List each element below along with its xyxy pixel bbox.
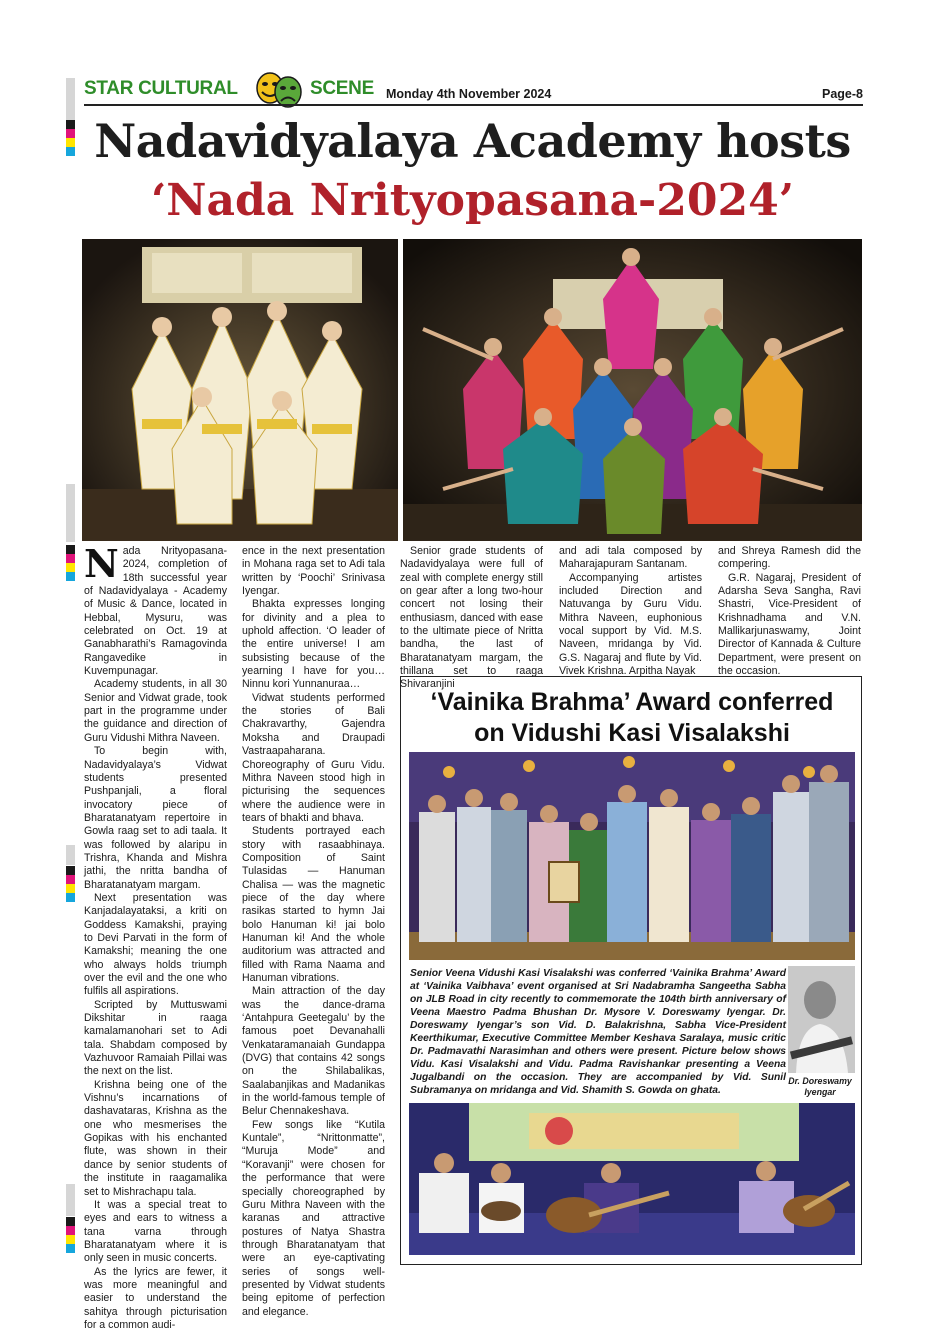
paragraph: Accompanying artistes included Direction and Natuvanga by Guru Vidu. Mithra Naveen, euphonious vocal support by Vid. M.S. Naveen, mridanga by Vid. G.S. Nagaraj and flute by Vid. Vivek Krishna. Arpitha Nayak: [559, 571, 702, 678]
article-column-1: [84, 541, 227, 1331]
article-column-5: [718, 545, 861, 678]
registration-rail: [66, 1184, 75, 1216]
portrait-name-line1: Dr. Doreswamy: [788, 1076, 852, 1086]
registration-bar-mid: [66, 545, 75, 581]
paragraph: Vidwat students performed the stories of Bali Chakravarthy, Gajendra Moksha and Draupadi Vastraapaharana. Choreography of Guru Vidu. Mithra Naveen stood high in picturising the sequences where the audience were in tears of bhakti and bhava.: [242, 691, 385, 824]
paragraph: Krishna being one of the Vishnu’s incarnations of dashavataras, Krishna as the one who mesmerises the Gopikas with his enchanted flute, was shown in their dance by senior students of the institute in raagamalika set to Mishrachapu tala.: [84, 1078, 227, 1198]
paragraph: and adi tala composed by Maharajapuram Santanam.: [559, 545, 702, 571]
paragraph: ada Nrityopasana-2024, completion of 18th successful year of Nadavidyalaya - Academy of Music & Dance, located in Hebbal, Mysuru, was celebrated on Oct. 19 at Ganabharathi’s Ramagovinda Rangavedike in Kuvempunagar.: [84, 545, 227, 678]
paragraph: To begin with, Nadavidyalaya’s Vidwat students presented Pushpanjali, a floral invocatory piece of Bharatanatyam repertoire in Gowla raag set to adi taala. It was followed by alaripu in Trishra, Khanda and Mishra jathi, the nritta bandha of Bharatanatyam margam.: [84, 745, 227, 891]
issue-date: Monday 4th November 2024: [386, 87, 552, 101]
paragraph: G.R. Nagaraj, President of Adarsha Seva Sangha, Ravi Shastri, Vice-President of Krishnadhama and V.N. Mallikarjunaswamy, Joint Director of Kannada & Culture Department, were present on the occasion.: [718, 571, 861, 678]
paragraph: As the lyrics are fewer, it was more meaningful and easier to understand the sahitya through picturisation for a common audi-: [84, 1265, 227, 1331]
dance-photo-right: [403, 239, 862, 541]
registration-bar-bottom: [66, 1217, 75, 1253]
paragraph: ence in the next presentation in Mohana raga set to Adi tala written by ‘Poochi’ Srinivasa Iyengar.: [242, 545, 385, 598]
headline-line1: Nadavidyalaya Academy hosts: [94, 114, 851, 168]
article-column-4: [559, 545, 702, 678]
award-headline-line1: ‘Vainika Brahma’ Award conferred: [430, 688, 834, 716]
paragraph: Next presentation was Kanjadalayataksi, a kriti on Goddess Kamakshi, praying to Devi Parvati in the form of Kamakshi; meaning the one who always holds triumph over the evil and the one who fulfils all aspirations.: [84, 891, 227, 998]
page-number: Page-8: [822, 87, 863, 101]
paragraph: It was a special treat to eyes and ears to witness a tana varna through Bharatanatyam where it is only seen in music concerts.: [84, 1198, 227, 1265]
registration-rail: [66, 845, 75, 865]
article-column-3: [400, 545, 543, 692]
award-headline-line2: on Vidushi Kasi Visalakshi: [474, 719, 790, 747]
registration-rail: [66, 484, 75, 542]
award-caption: Senior Veena Vidushi Kasi Visalakshi was conferred ‘Vainika Brahma’ Award at ‘Vainika Vaibhava’ event organised at Sri Nadabramha Sangeetha Sabha on JLB Road in city recently to commemorate the 104th birth anniversary of Veena Maestro Padma Bhushan Dr. Mysore V. Doreswamy Iyengar. Dr. Doreswamy Iyengar’s son Vid. D. Balakrishna, Sabha Vice-President Keerthikumar, Executive Committee Member Keshava Saralaya, music critic Dr. Padmavathi Narasimhan and others were present. Picture below shows Vidu. Kasi Visalakshi and Vidu. Padma Ravishankar presenting a Veena Jugalbandi on the occasion. They are accompanied by Vid. Sunil Subramanya on mridanga and Vid. Shamith S. Gowda on ghata.: [410, 968, 786, 1096]
paragraph: Few songs like “Kutila Kuntale”, “Nrittonmatte”, “Muruja Mode” and “Koravanji” were chosen for the performance that were specially choreographed by Guru Mithra Naveen with the karanas and attractive postures of Natya Shastra through Bharatanatyam that were an eye-captivating series of songs well-presented by Vidwat students being epitome of perfection and elegance.: [242, 1118, 385, 1318]
dance-photo-left: [82, 239, 398, 541]
registration-bar-mid2: [66, 866, 75, 902]
paragraph: and Shreya Ramesh did the compering.: [718, 545, 861, 571]
paragraph: Main attraction of the day was the dance-drama ‘Antahpura Geetegalu’ by the famous poet Devanahalli Venkataramanaiah Gundappa (DVG) that contains 42 songs on the Shilabalikas, Saalabanjikas and Madanikas in the world-famous temple of Belur Chennakeshava.: [242, 985, 385, 1118]
doreswamy-portrait: [788, 966, 855, 1073]
drop-cap: N: [84, 541, 119, 586]
masthead-right: SCENE: [310, 78, 374, 99]
paragraph: Bhakta expresses longing for divinity and a plea to uphold affection. ‘O leader of the entire universe! I am subsisting because of the yearning I have for you… Ninnu kori Yunnanuraa…: [242, 598, 385, 691]
paragraph: Scripted by Muttuswami Dikshitar in raaga kamalamanohari set to Adi tala. Shabdam composed by Vazhuvoor Ramaiah Pillai was the next on the list.: [84, 998, 227, 1078]
portrait-name: [778, 1076, 862, 1098]
paragraph: Students portrayed each story with rasaabhinaya. Composition of Saint Tulasidas — Hanuman Chalisa — was the magnetic piece of the day where rasikas started to hymn Jai bolo Hanuman ki! jai bolo Hanuman ki! And the whole auditorium was attracted and filled with Rama Naama and Hanuman vibrations.: [242, 825, 385, 984]
veena-concert-photo: [409, 1103, 855, 1255]
award-headline: [401, 687, 863, 749]
paragraph: Academy students, in all 30 Senior and Vidwat grade, took part in the programme under the guidance and direction of Guru Vidushi Mithra Naveen.: [84, 678, 227, 744]
header-rule: [84, 104, 863, 106]
award-group-photo: [409, 752, 855, 960]
masthead-left: STAR CULTURAL: [84, 78, 238, 99]
portrait-name-line2: Iyengar: [804, 1087, 836, 1097]
paragraph: Senior grade students of Nadavidyalaya were full of zeal with complete energy still on gear after a long two-hour concert not losing their enthusiasm, danced with ease to the ultimate piece of Nritta bandha, the last of Bharatanatyam margam, the thillana set to raaga Shivaranjini: [400, 545, 543, 691]
headline-line2: ‘Nada Nrityopasana-2024’: [150, 175, 795, 226]
article-column-2: [242, 545, 385, 1318]
